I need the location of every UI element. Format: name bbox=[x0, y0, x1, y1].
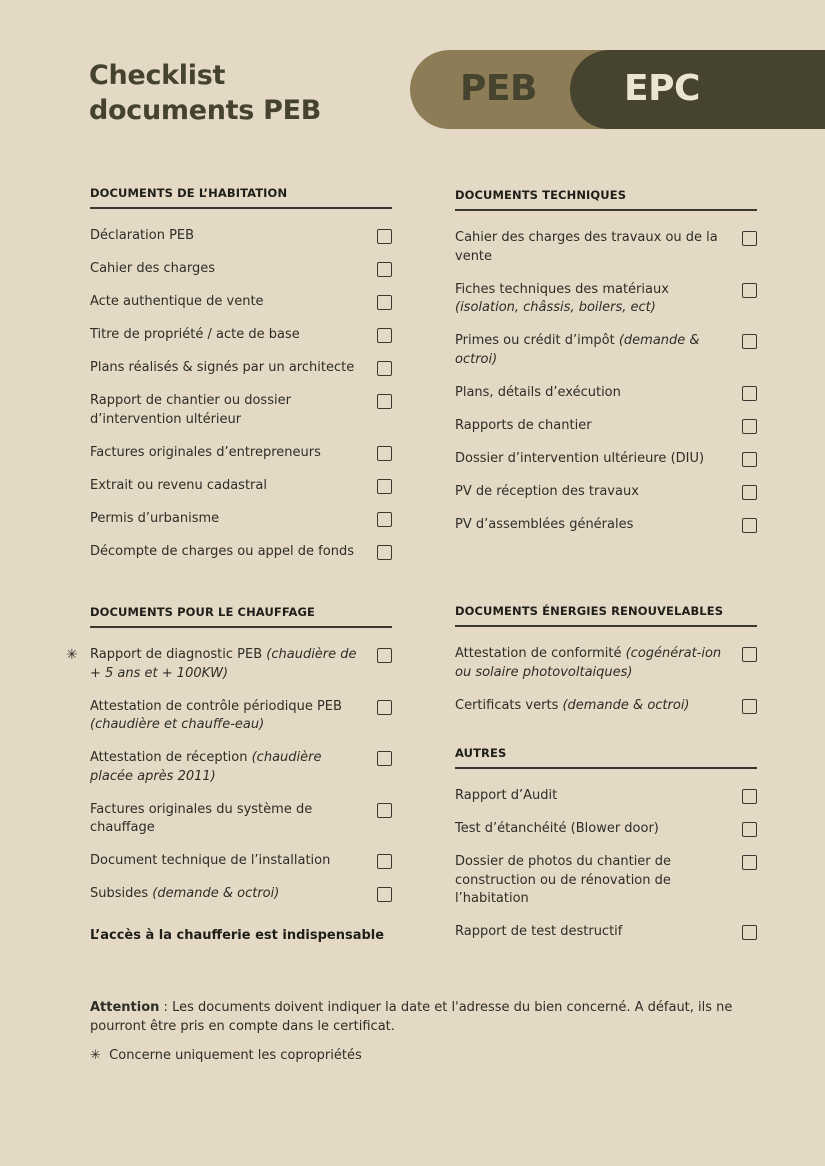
checklist-item bbox=[90, 392, 392, 429]
item-label: Rapports de chantier bbox=[455, 417, 592, 433]
footnote bbox=[90, 1048, 362, 1063]
checklist-item bbox=[90, 698, 392, 735]
section-techniques bbox=[455, 188, 757, 549]
item-label: Factures originales du système de chauffage bbox=[90, 801, 313, 835]
checklist-item bbox=[455, 787, 757, 806]
section-chauffage bbox=[66, 605, 392, 943]
attention-label: Attention bbox=[90, 1000, 160, 1015]
checklist-item bbox=[455, 281, 757, 318]
section-autres bbox=[455, 746, 757, 956]
checklist-item bbox=[90, 749, 392, 786]
checkbox[interactable] bbox=[377, 295, 392, 310]
item-label: PV de réception des travaux bbox=[455, 483, 639, 499]
checklist-item bbox=[90, 293, 392, 312]
checklist-item bbox=[90, 477, 392, 496]
checklist-item bbox=[90, 326, 392, 345]
checklist bbox=[66, 646, 392, 904]
item-label: Fiches techniques des matériaux bbox=[455, 281, 669, 297]
badge-peb: PEB bbox=[460, 68, 537, 109]
checkbox[interactable] bbox=[742, 231, 757, 246]
item-label: Dossier de photos du chantier de construction ou de rénovation de l’habitation bbox=[455, 854, 672, 906]
checkbox[interactable] bbox=[377, 446, 392, 461]
item-label: Cahier des charges des travaux ou de la vente bbox=[455, 230, 718, 264]
item-label: Plans, détails d’exécution bbox=[455, 384, 621, 400]
checklist-item bbox=[90, 852, 392, 871]
checklist-item bbox=[90, 510, 392, 529]
item-label: Extrait ou revenu cadastral bbox=[90, 477, 267, 493]
checkbox[interactable] bbox=[377, 887, 392, 902]
item-note: (demande & octroi) bbox=[455, 333, 700, 367]
checkbox[interactable] bbox=[377, 328, 392, 343]
item-label: Rapport de test destructif bbox=[455, 924, 623, 939]
item-note: (chaudière et chauffe-eau) bbox=[90, 717, 265, 732]
item-label: Décompte de charges ou appel de fonds bbox=[90, 543, 354, 559]
checkbox[interactable] bbox=[377, 262, 392, 277]
chaufferie-note: L’accès à la chaufferie est indispensable bbox=[90, 927, 385, 943]
section-title: DOCUMENTS TECHNIQUES bbox=[455, 188, 757, 211]
item-label: Déclaration PEB bbox=[90, 228, 195, 243]
checkbox[interactable] bbox=[377, 512, 392, 527]
checkbox[interactable] bbox=[377, 479, 392, 494]
item-label: Rapport de chantier ou dossier d’intervention ultérieur bbox=[90, 393, 291, 427]
checkbox[interactable] bbox=[377, 229, 392, 244]
section-title: DOCUMENTS POUR LE CHAUFFAGE bbox=[90, 605, 392, 628]
item-note: (cogénérat-ion ou solaire photovoltaiques) bbox=[455, 646, 722, 680]
item-label: Acte authentique de vente bbox=[90, 294, 264, 309]
checklist-item bbox=[455, 923, 757, 942]
attention-text: : Les documents doivent indiquer la date et l'adresse du bien concerné. A défaut, ils ne pourront être pris en compte dans le certificat. bbox=[90, 1000, 733, 1034]
item-note: (chaudière placée après 2011) bbox=[90, 750, 322, 784]
checklist-item bbox=[90, 227, 392, 246]
checkbox[interactable] bbox=[377, 803, 392, 818]
checkbox[interactable] bbox=[742, 822, 757, 837]
checklist-item bbox=[455, 384, 757, 403]
checkbox[interactable] bbox=[377, 361, 392, 376]
section-title: DOCUMENTS ÉNERGIES RENOUVELABLES bbox=[455, 604, 757, 627]
checkbox[interactable] bbox=[742, 386, 757, 401]
checkbox[interactable] bbox=[377, 394, 392, 409]
checkbox[interactable] bbox=[742, 647, 757, 662]
item-note: (demande & octroi) bbox=[562, 697, 690, 713]
item-label: Certificats verts bbox=[455, 697, 563, 713]
title-line-2: documents PEB bbox=[89, 95, 322, 126]
checklist-item bbox=[455, 483, 757, 502]
item-label: Attestation de réception bbox=[90, 750, 252, 765]
page-title bbox=[89, 58, 321, 128]
checklist-item bbox=[66, 646, 392, 683]
checkbox[interactable] bbox=[742, 518, 757, 533]
item-label: Attestation de conformité bbox=[455, 646, 626, 661]
checklist-item bbox=[90, 801, 392, 838]
asterisk-icon: ✳ bbox=[90, 1048, 101, 1063]
checklist-item bbox=[90, 260, 392, 279]
checkbox[interactable] bbox=[742, 485, 757, 500]
checkbox[interactable] bbox=[742, 283, 757, 298]
checkbox[interactable] bbox=[742, 789, 757, 804]
item-label: Dossier d’intervention ultérieure (DIU) bbox=[455, 450, 705, 466]
checkbox[interactable] bbox=[742, 452, 757, 467]
checkbox[interactable] bbox=[377, 648, 392, 663]
section-renouvelables bbox=[455, 604, 757, 730]
checkbox[interactable] bbox=[742, 855, 757, 870]
footnote-text: Concerne uniquement les copropriétés bbox=[109, 1048, 362, 1063]
checkbox[interactable] bbox=[377, 751, 392, 766]
checkbox[interactable] bbox=[742, 419, 757, 434]
checklist-item bbox=[455, 450, 757, 469]
checklist-item bbox=[90, 359, 392, 378]
checklist-item bbox=[455, 820, 757, 839]
item-label: Permis d’urbanisme bbox=[90, 510, 220, 526]
item-note: (chaudière de + 5 ans et + 100KW) bbox=[90, 647, 357, 681]
checklist-item bbox=[455, 332, 757, 369]
checkbox[interactable] bbox=[377, 854, 392, 869]
checkbox[interactable] bbox=[742, 699, 757, 714]
checklist bbox=[455, 787, 757, 942]
item-label: Rapport de diagnostic PEB bbox=[90, 647, 267, 662]
checklist-item bbox=[455, 229, 757, 266]
checklist-item bbox=[455, 417, 757, 436]
checklist bbox=[90, 227, 392, 561]
item-note: (demande & octroi) bbox=[152, 886, 280, 901]
item-label: PV d’assemblées générales bbox=[455, 516, 634, 532]
checklist-item bbox=[455, 516, 757, 535]
title-line-1: Checklist bbox=[89, 60, 226, 91]
item-label: Attestation de contrôle périodique PEB bbox=[90, 698, 342, 714]
item-label: Factures originales d’entrepreneurs bbox=[90, 444, 321, 460]
badge-epc: EPC bbox=[624, 68, 700, 109]
section-title: DOCUMENTS DE L’HABITATION bbox=[90, 186, 392, 209]
item-label: Primes ou crédit d’impôt bbox=[455, 333, 619, 348]
checkbox[interactable] bbox=[377, 545, 392, 560]
item-label: Plans réalisés & signés par un architecte bbox=[90, 360, 355, 375]
item-label: Titre de propriété / acte de base bbox=[90, 327, 300, 342]
item-label: Subsides bbox=[90, 886, 153, 901]
asterisk-icon: ✳ bbox=[66, 647, 78, 663]
checklist bbox=[455, 229, 757, 534]
checklist-item bbox=[90, 885, 392, 904]
checklist-item bbox=[90, 444, 392, 463]
section-title: AUTRES bbox=[455, 746, 757, 769]
checkbox[interactable] bbox=[742, 925, 757, 940]
checkbox[interactable] bbox=[742, 334, 757, 349]
checklist-item bbox=[455, 697, 757, 716]
item-note: (isolation, châssis, boilers, ect) bbox=[455, 300, 656, 315]
item-label: Document technique de l’installation bbox=[90, 853, 331, 868]
item-label: Test d’étanchéité (Blower door) bbox=[455, 821, 659, 836]
checklist-item bbox=[455, 645, 757, 682]
item-label: Cahier des charges bbox=[90, 261, 216, 276]
section-habitation bbox=[90, 186, 392, 576]
item-label: Rapport d’Audit bbox=[455, 788, 558, 803]
checkbox[interactable] bbox=[377, 700, 392, 715]
checklist bbox=[455, 645, 757, 715]
checklist-item bbox=[90, 543, 392, 562]
checklist-item bbox=[455, 853, 757, 909]
attention-note bbox=[90, 998, 750, 1036]
